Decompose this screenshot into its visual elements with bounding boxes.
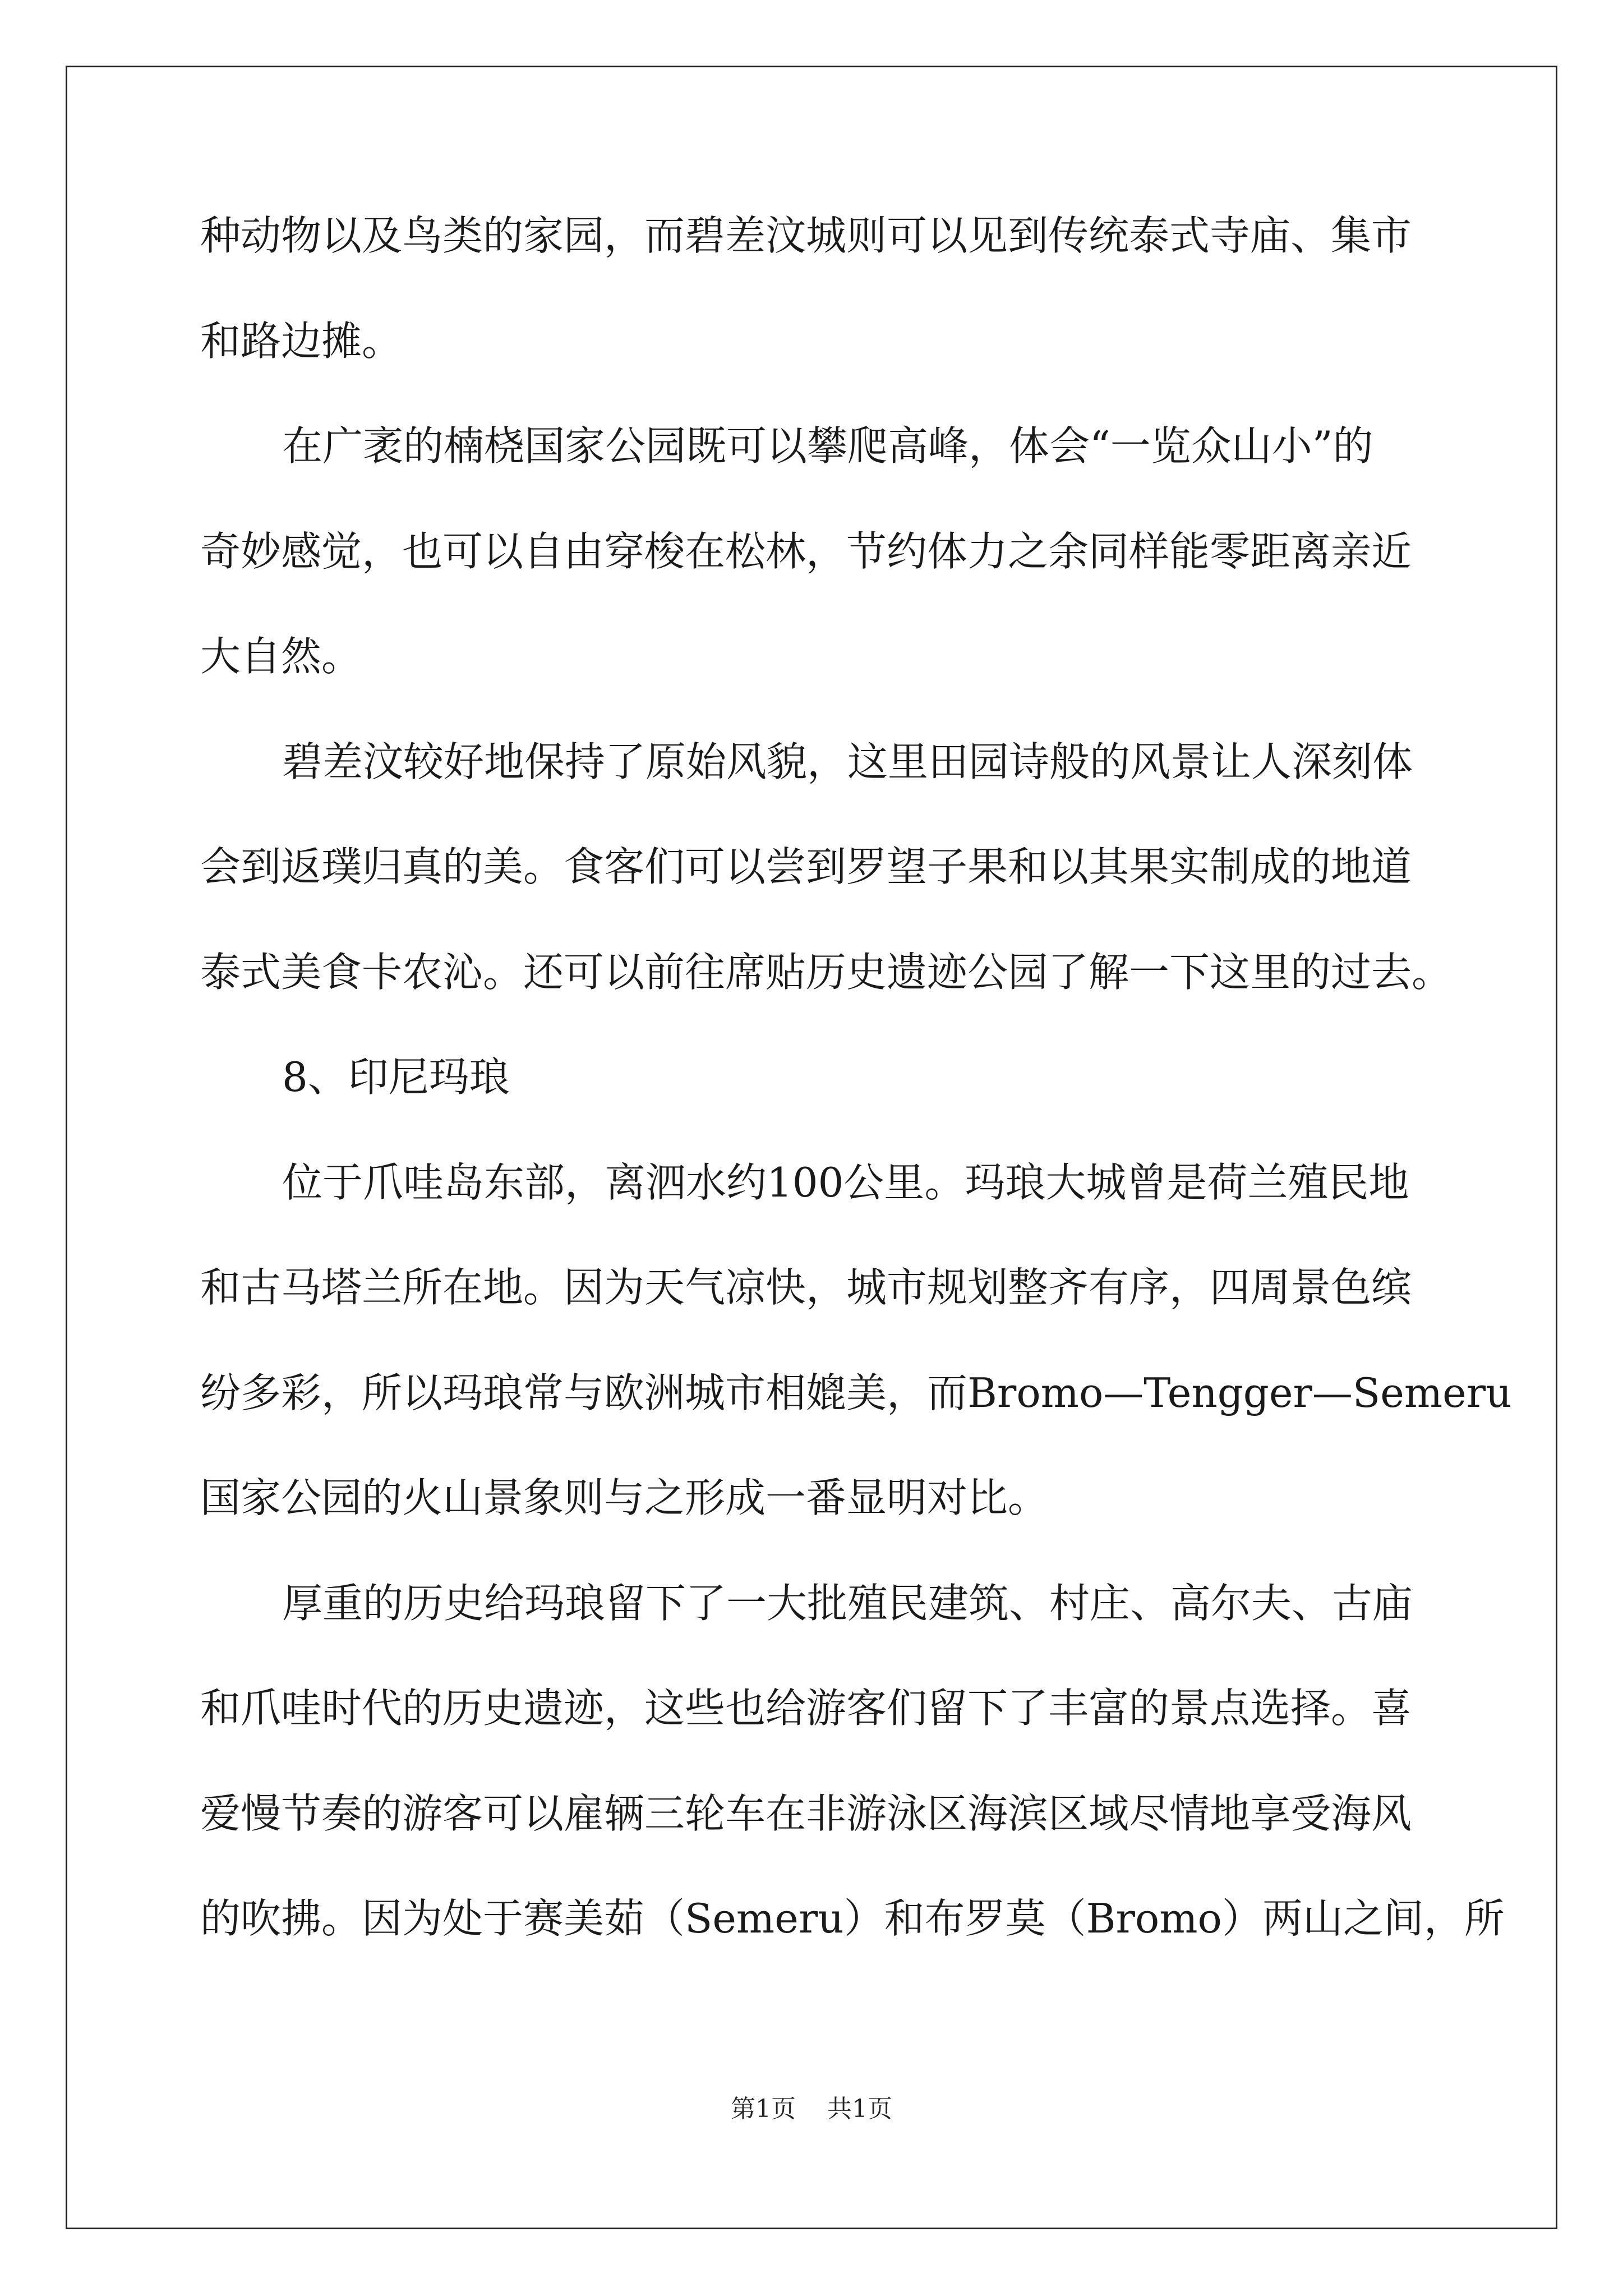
text-line: 大自然。 [200,633,362,680]
text-line: 国家公园的火山景象则与之形成一番显明对比。 [200,1474,1049,1521]
text-line: 的吹拂。因为处于赛美茹（Semeru）和布罗莫（Bromo）两山之间，所 [200,1895,1505,1942]
text-line: 会到返璞归真的美。食客们可以尝到罗望子果和以其果实制成的地道 [200,843,1412,890]
text-line: 和古马塔兰所在地。因为天气凉快，城市规划整齐有序，四周景色缤 [200,1264,1412,1311]
page-number-current: 第1页 [731,2095,796,2123]
paragraph-start-line: 在广袤的楠桡国家公园既可以攀爬高峰，体会“一览众山小”的 [282,422,1373,470]
page-number-total: 共1页 [827,2095,892,2123]
text-line: 纷多彩，所以玛琅常与欧洲城市相媲美，而Bromo—Tengger—Semeru [200,1369,1512,1416]
text-line: 泰式美食卡农沁。还可以前往席贴历史遗迹公园了解一下这里的过去。 [200,949,1453,996]
text-line: 爱慢节奏的游客可以雇辆三轮车在非游泳区海滨区域尽情地享受海风 [200,1790,1412,1837]
paragraph-start-line: 位于爪哇岛东部，离泗水约100公里。玛琅大城曾是荷兰殖民地 [282,1159,1409,1206]
text-line: 种动物以及鸟类的家园，而碧差汶城则可以见到传统泰式寺庙、集市 [200,212,1412,259]
page-footer [0,2092,1623,2126]
text-line: 奇妙感觉，也可以自由穿梭在松林，节约体力之余同样能零距离亲近 [200,528,1412,575]
text-line: 和路边摊。 [200,318,403,365]
section-heading: 8、印尼玛琅 [282,1053,510,1101]
text-line: 和爪哇时代的历史遗迹，这些也给游客们留下了丰富的景点选择。喜 [200,1685,1412,1732]
paragraph-start-line: 碧差汶较好地保持了原始风貌，这里田园诗般的风景让人深刻体 [282,738,1413,785]
paragraph-start-line: 厚重的历史给玛琅留下了一大批殖民建筑、村庄、高尔夫、古庙 [282,1580,1413,1627]
